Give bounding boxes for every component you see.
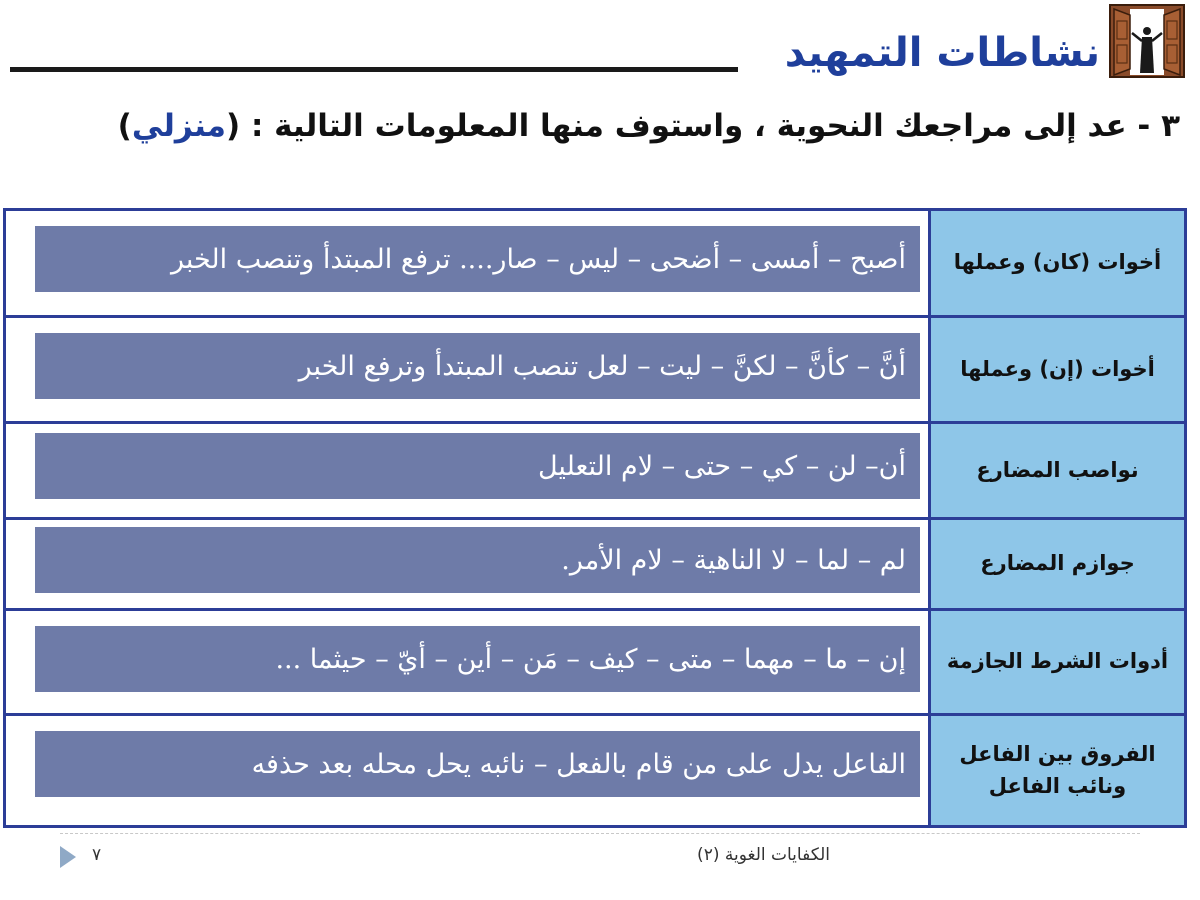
table-row — [6, 424, 1184, 520]
footer-divider — [60, 833, 1140, 834]
row-content: أصبح – أمسى – أضحى – ليس – صار.... ترفع المبتدأ وتنصب الخبر — [32, 223, 923, 295]
open-door-icon — [1108, 3, 1186, 79]
row-content: الفاعل يدل على من قام بالفعل – نائبه يحل محله بعد حذفه — [32, 728, 923, 800]
header-divider — [10, 67, 738, 72]
row-label: أدوات الشرط الجازمة — [928, 611, 1184, 713]
row-label: الفروق بين الفاعل ونائب الفاعل — [928, 716, 1184, 825]
table-row — [6, 211, 1184, 318]
grammar-table — [3, 208, 1187, 828]
instruction-accent: منزلي — [131, 108, 226, 144]
instruction-close: ) — [117, 108, 132, 144]
row-content: إن – ما – مهما – متى – كيف – مَن – أين – أيّ – حيثما ... — [32, 623, 923, 695]
page-number: ٧ — [92, 845, 102, 865]
row-label: نواصب المضارع — [928, 424, 1184, 517]
row-label: أخوات (إن) وعملها — [928, 318, 1184, 421]
instruction-text — [20, 108, 1180, 144]
row-content: أنَّ – كأنَّ – لكنَّ – ليت – لعل تنصب المبتدأ وترفع الخبر — [32, 330, 923, 402]
row-label: أخوات (كان) وعملها — [928, 211, 1184, 315]
page-title: نشاطات التمهيد — [784, 30, 1100, 76]
table-row — [6, 716, 1184, 825]
row-content: أن– لن – كي – حتى – لام التعليل — [32, 430, 923, 502]
table-row — [6, 520, 1184, 611]
footer-course-title: الكفايات الغوية (٢) — [697, 845, 830, 865]
row-content: لم – لما – لا الناهية – لام الأمر. — [32, 524, 923, 596]
table-row — [6, 611, 1184, 716]
table-row — [6, 318, 1184, 424]
instruction-main: ٣ - عد إلى مراجعك النحوية ، واستوف منها المعلومات التالية : ( — [225, 108, 1180, 144]
play-arrow-icon[interactable] — [58, 844, 78, 870]
row-label: جوازم المضارع — [928, 520, 1184, 608]
